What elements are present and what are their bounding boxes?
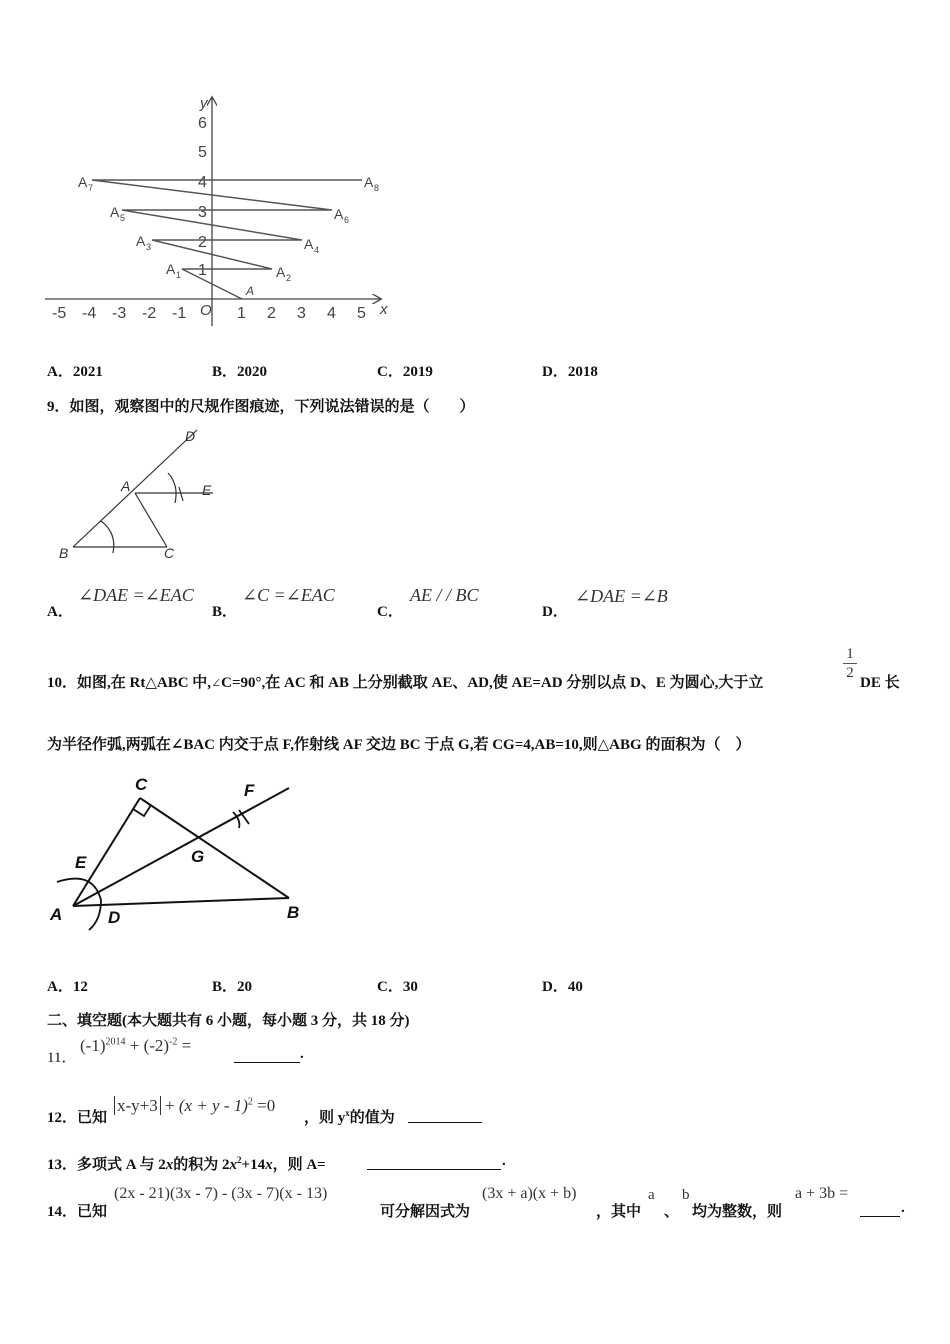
q13-answer-blank[interactable] (367, 1155, 501, 1175)
label-a: A (50, 905, 63, 924)
q10-option-b (212, 975, 252, 996)
option-text: 40 (567, 979, 583, 995)
point-labels (78, 174, 379, 298)
x-tick: 4 (327, 305, 336, 322)
q10-option-c (377, 975, 418, 996)
label-d: D (185, 428, 196, 444)
q14-text-2: ，其中 (596, 1204, 642, 1220)
point-subscript: 2 (286, 273, 292, 283)
label-a: A (121, 478, 131, 494)
option-letter: B． (212, 979, 238, 995)
y-axis-label: y (200, 95, 208, 112)
q10-figure (45, 770, 305, 935)
option-text: 2020 (237, 364, 268, 380)
point-subscript: 3 (146, 242, 152, 252)
q13-text-part: 的积为 2 (173, 1157, 230, 1173)
q11-answer-blank[interactable] (234, 1048, 300, 1068)
y-tick: 2 (198, 234, 207, 251)
y-tick: 6 (198, 115, 207, 132)
q10-line1-end: DE 长 (860, 675, 900, 691)
q8-option-c (377, 360, 433, 381)
coordinate-figure (40, 90, 400, 330)
option-text: 20 (237, 979, 253, 995)
y-tick: 4 (198, 174, 207, 191)
q14-expression1: (2x - 21)(3x - 7) - (3x - 7)(x - 13) (114, 1185, 328, 1202)
q8-option-a (47, 360, 103, 381)
option-text: 2018 (567, 364, 598, 380)
q13-var: x (265, 1157, 273, 1173)
x-tick: 2 (267, 305, 276, 322)
q13-var: x (165, 1157, 174, 1173)
q12-text: ，则 y (304, 1110, 346, 1126)
q14-expression2: (3x + a)(x + b) (482, 1185, 577, 1202)
option-text: 12 (72, 979, 88, 995)
option-letter: C． (377, 364, 403, 380)
q12-prefix: 12．已知 (47, 1110, 108, 1126)
q9-option-b-letter: B． (212, 604, 238, 620)
point-subscript: 7 (88, 183, 94, 193)
q12-plus: + (165, 1096, 175, 1115)
point-subscript: 8 (374, 183, 380, 193)
x-tick: 5 (357, 305, 366, 322)
q14-text-1: 可分解因式为 (380, 1204, 471, 1220)
q11-exp2: -2 (169, 1036, 178, 1048)
point-label: A (364, 174, 374, 190)
q9-option-a-text: ∠DAE =∠EAC (78, 585, 194, 605)
q13-text (47, 1153, 326, 1174)
origin-label: O (200, 302, 212, 319)
q9-option-b-text: ∠C =∠EAC (242, 585, 335, 605)
q11-number: 11． (47, 1050, 77, 1066)
q9-option-a-letter: A． (47, 604, 73, 620)
fraction-denominator: 2 (843, 663, 857, 682)
option-text: 2019 (402, 364, 433, 380)
section-2-heading: 二、填空题(本大题共有 6 小题，每小题 3 分，共 18 分) (47, 1013, 410, 1029)
q11-exp1: 2014 (105, 1036, 126, 1048)
q11-expression (80, 1036, 191, 1056)
q14-end: . (901, 1200, 905, 1216)
y-tick: 1 (198, 262, 207, 279)
q10-fraction (843, 645, 857, 682)
q12-suffix (304, 1106, 395, 1127)
q13-text-part: +14 (241, 1157, 266, 1173)
angle-symbol: ∠ (211, 676, 222, 690)
q12-text: 的值为 (349, 1110, 395, 1126)
q14-prefix: 14．已知 (47, 1204, 108, 1220)
point-label: A (78, 174, 88, 190)
option-letter: A． (47, 979, 73, 995)
q10-option-d (542, 975, 583, 996)
q10-option-a (47, 975, 88, 996)
q11-end: . (300, 1046, 304, 1062)
label-e: E (75, 853, 87, 872)
q9-option-d-letter: D． (542, 604, 568, 620)
q8-option-d (542, 360, 598, 381)
point-label: A (110, 204, 120, 220)
q9-option-d-text: ∠DAE =∠B (575, 586, 668, 606)
label-e: E (202, 482, 212, 498)
label-f: F (244, 781, 255, 800)
q12-abs-value: x-y+3 (114, 1096, 161, 1115)
q12-text-exp: x (345, 1108, 350, 1118)
label-b: B (59, 545, 69, 561)
q12-exp: 2 (247, 1096, 253, 1108)
q12-expression (114, 1096, 275, 1116)
q9-option-c-letter: C． (377, 604, 403, 620)
option-text: 30 (402, 979, 418, 995)
q11-plus: + (129, 1036, 140, 1055)
x-tick: -3 (112, 305, 127, 322)
q12-eq: =0 (257, 1096, 276, 1115)
y-tick-labels (198, 115, 207, 279)
q13-text-part: ，则 A= (272, 1157, 326, 1173)
option-letter: D． (542, 979, 568, 995)
x-tick: 1 (237, 305, 246, 322)
label-c: C (164, 545, 175, 561)
q9-figure (55, 425, 225, 565)
q9-option-c-text: AE / / BC (410, 585, 479, 605)
point-subscript: 4 (314, 245, 320, 255)
label-c: C (135, 775, 148, 794)
x-axis-label: x (380, 301, 388, 318)
point-subscript: 6 (344, 215, 350, 225)
x-tick: -4 (82, 305, 97, 322)
point-label: A (166, 261, 176, 277)
q11-base2: (-2) (143, 1036, 170, 1055)
x-tick: -1 (172, 305, 187, 322)
point-subscript: 1 (176, 270, 182, 280)
option-letter: C． (377, 979, 403, 995)
label-b: B (287, 903, 300, 922)
point-label: A (136, 233, 146, 249)
y-tick: 5 (198, 144, 207, 161)
q11-base1: (-1) (80, 1036, 106, 1055)
q13-var: x (229, 1157, 238, 1173)
point-label: A (304, 236, 314, 252)
label-d: D (108, 908, 121, 927)
q13-exp: 2 (237, 1155, 242, 1165)
q10-line1 (47, 671, 763, 692)
q14-text-3: 均为整数，则 (692, 1204, 783, 1220)
q14-answer-blank[interactable] (860, 1202, 900, 1222)
point-label: A (276, 264, 286, 280)
option-letter: B． (212, 364, 238, 380)
option-text: 2021 (72, 364, 103, 380)
zigzag-path (92, 180, 362, 299)
q10-line2: 为半径作弧,两弧在∠BAC 内交于点 F,作射线 AF 交边 BC 于点 G,若 CG=4,AB=10,则△ABG 的面积为（ ） (47, 737, 751, 753)
q13-text-part: 13．多项式 A 与 2 (47, 1157, 166, 1173)
point-subscript: 5 (120, 213, 126, 223)
q10-text-part: C=90°,在 AC 和 AB 上分别截取 AE、AD,使 AE=AD 分别以点 D、E 为圆心,大于立 (221, 675, 764, 691)
q12-answer-blank[interactable] (408, 1108, 482, 1128)
x-tick: 3 (297, 305, 306, 322)
q13-end: . (502, 1153, 506, 1169)
q9-text: 9．如图，观察图中的尺规作图痕迹，下列说法错误的是（ ） (47, 399, 475, 415)
fraction-numerator: 1 (846, 646, 854, 662)
q8-option-b (212, 360, 267, 381)
q14-separator: 、 (664, 1204, 680, 1220)
option-letter: D． (542, 364, 568, 380)
point-label: A (246, 284, 255, 298)
label-g: G (191, 847, 205, 866)
q14-var-b: b (682, 1187, 690, 1203)
q10-text-part: 10．如图,在 Rt△ABC 中, (47, 675, 212, 691)
q11-eq: = (181, 1036, 192, 1055)
q14-expression3: a + 3b = (795, 1185, 849, 1202)
point-label: A (334, 206, 344, 222)
x-tick: -2 (142, 305, 157, 322)
q12-paren: (x + y - 1) (178, 1096, 248, 1115)
x-tick: -5 (52, 305, 67, 322)
option-letter: A． (47, 364, 73, 380)
y-tick: 3 (198, 204, 207, 221)
q14-var-a: a (648, 1187, 655, 1203)
